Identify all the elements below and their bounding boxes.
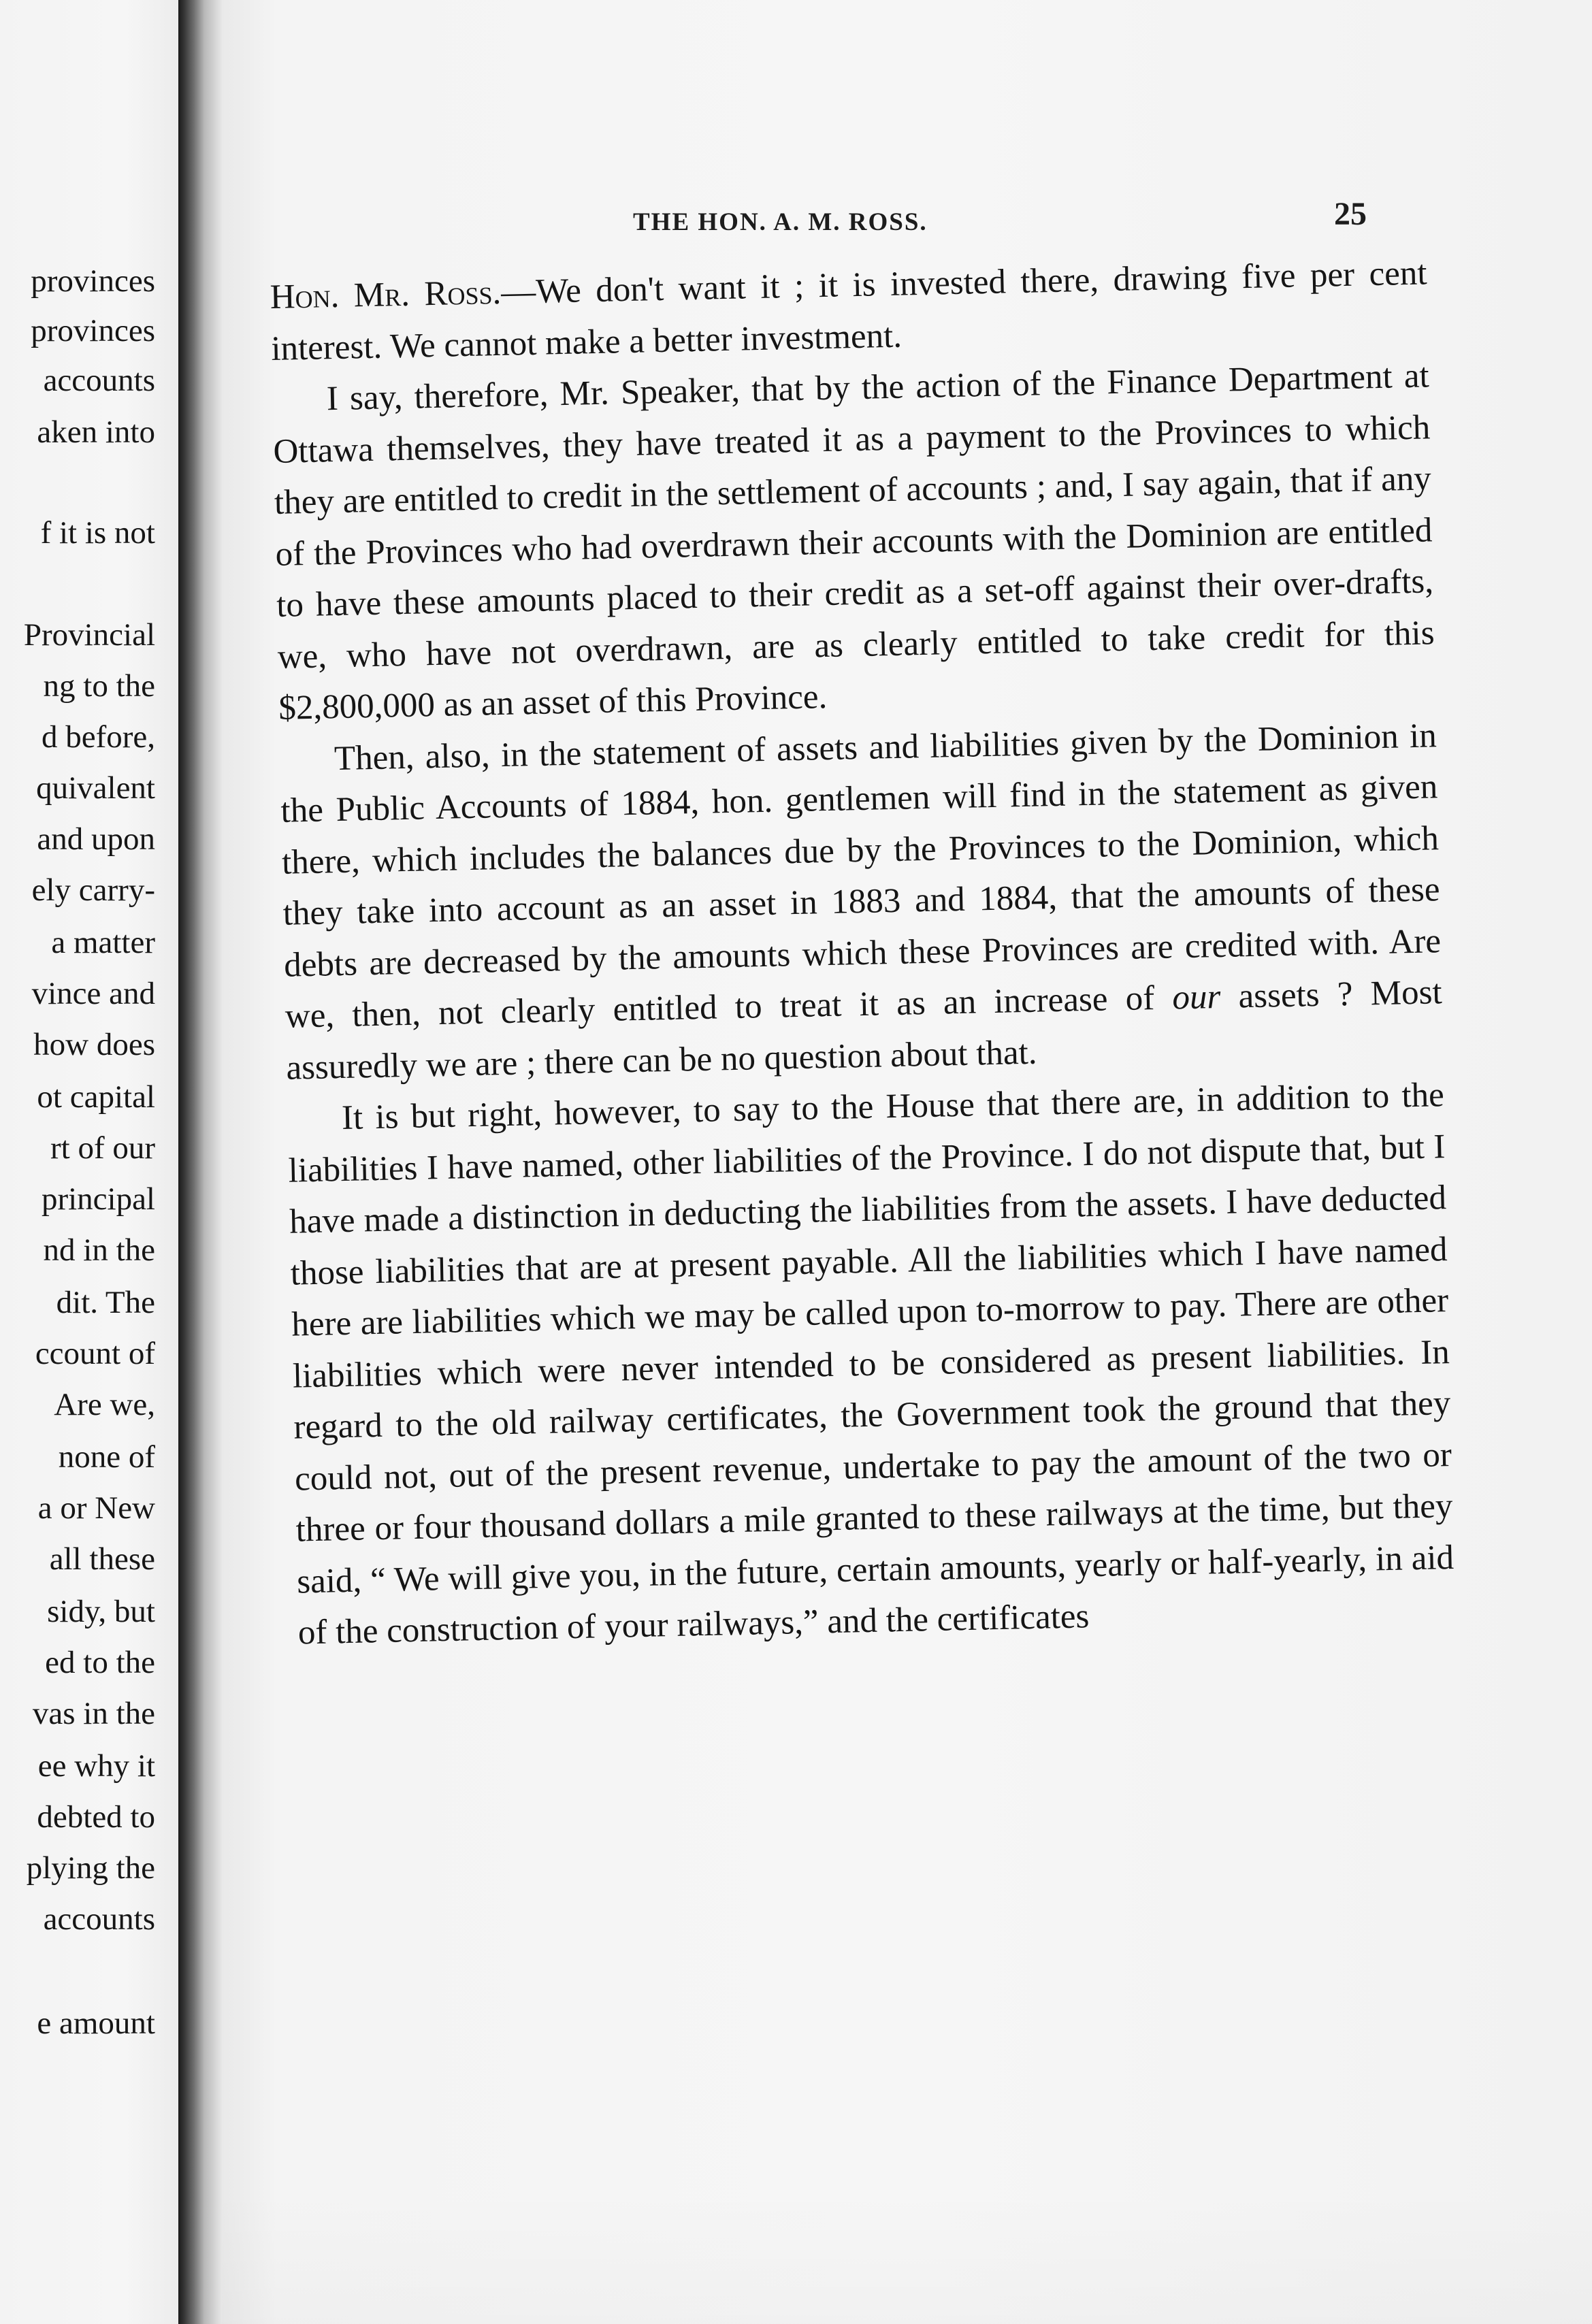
facing-page-line: vas in the: [32, 1696, 155, 1731]
facing-page-line: provinces: [31, 313, 155, 348]
facing-page-line: accounts: [43, 363, 155, 398]
facing-page-line: plying the: [26, 1850, 155, 1886]
facing-page-line: nd in the: [43, 1232, 155, 1268]
paragraph: I say, therefore, Mr. Speaker, that by the action of the Finance Department at Ottawa themselves, they have treated it as a payment to the Provinces to which they are entitled to credit in the settlement of accounts ; and, I say again, that if any of the Provinces who had overdrawn their accounts with the Dominion are entitled to have these amounts placed to their credit as a set-off against their over-drafts, we, who have not overdrawn, are as clearly entitled to take credit for this $2,800,000 as an asset of this Province.: [272, 357, 1435, 727]
facing-page-line: a or New: [37, 1490, 155, 1526]
facing-page-line: ely carry-: [31, 872, 155, 908]
facing-page-line: sidy, but: [47, 1594, 155, 1629]
facing-page-line: Are we,: [54, 1387, 155, 1422]
facing-page-line: dit. The: [56, 1285, 155, 1320]
page-body: [270, 248, 1455, 1659]
facing-page-line: ccount of: [35, 1336, 155, 1371]
facing-page-line: d before,: [41, 719, 155, 755]
facing-page-line: vince and: [31, 976, 155, 1011]
facing-page-line: ed to the: [45, 1645, 155, 1680]
facing-page-line: ot capital: [37, 1079, 155, 1115]
facing-page-line: principal: [41, 1181, 155, 1217]
facing-page-line: all these: [49, 1541, 155, 1577]
facing-page-line: Provincial: [23, 617, 155, 653]
facing-page-line: ng to the: [43, 668, 155, 704]
facing-page-line: aken into: [37, 414, 155, 450]
facing-page-line: ee why it: [37, 1748, 155, 1784]
facing-page-line: f it is not: [40, 515, 155, 551]
book-spine-shadow: [178, 0, 222, 2324]
paragraph-text: —We don't want it ; it is invested there, drawing five per cent interest. We cannot make a better investment.: [270, 254, 1428, 368]
facing-page-line: e amount: [37, 2006, 155, 2041]
emphasized-word: our: [1171, 977, 1221, 1017]
facing-page-line: and upon: [37, 821, 155, 857]
running-head: THE HON. A. M. ROSS.: [633, 208, 928, 236]
facing-page-line: provinces: [31, 263, 155, 299]
facing-page-line: debted to: [37, 1799, 155, 1835]
paragraph-text: assets ? Most assuredly we are ; there can be no question about that.: [285, 973, 1443, 1087]
paragraph: [279, 710, 1444, 1094]
paragraph: It is but right, however, to say to the House that there are, in addition to the liabilities I have named, other liabilities of the Province. I do not dispute that, but I have made a distinction in deducting the liabilities from the assets. I have deducted those liabilities that are at present payable. All the liabilities which I have named here are liabilities which we may be called upon to-morrow to pay. There are other liabilities which were never intended to be considered as present liabilities. In regard to the old railway certificates, the Government took the ground that they could not, out of the present revenue, undertake to pay the amount of the two or three or four thousand dollars a mile granted to these railways at the time, but they said, “ We will give you, in the future, certain amounts, yearly or half-yearly, in aid of the construction of your railways,” and the certificates: [288, 1076, 1455, 1652]
facing-page-fragment: [0, 0, 178, 2324]
facing-page-line: a matter: [51, 925, 155, 960]
facing-page-line: how does: [33, 1027, 155, 1062]
page-number: 25: [1334, 196, 1367, 232]
book-page: [222, 0, 1592, 2324]
facing-page-line: none of: [58, 1439, 155, 1475]
page-bottom-margin: [222, 2188, 1592, 2324]
facing-page-line: rt of our: [50, 1130, 155, 1166]
facing-page-line: quivalent: [36, 770, 155, 806]
paragraph-text: Then, also, in the statement of assets and liabilities given by the Dominion in the Public Accounts of 1884, hon. gentlemen will find in the statement as given there, which includes the balances due by the Provinces to the Dominion, which they take into account as an asset in 1883 and 1884, that the amounts of these debts are decreased by the amounts which these Provinces are credited with. Are we, then, not clearly entitled to treat it as an increase of: [280, 716, 1442, 1036]
facing-page-line: accounts: [43, 1901, 155, 1937]
speaker-name: Hon. Mr. Ross.: [270, 273, 502, 316]
